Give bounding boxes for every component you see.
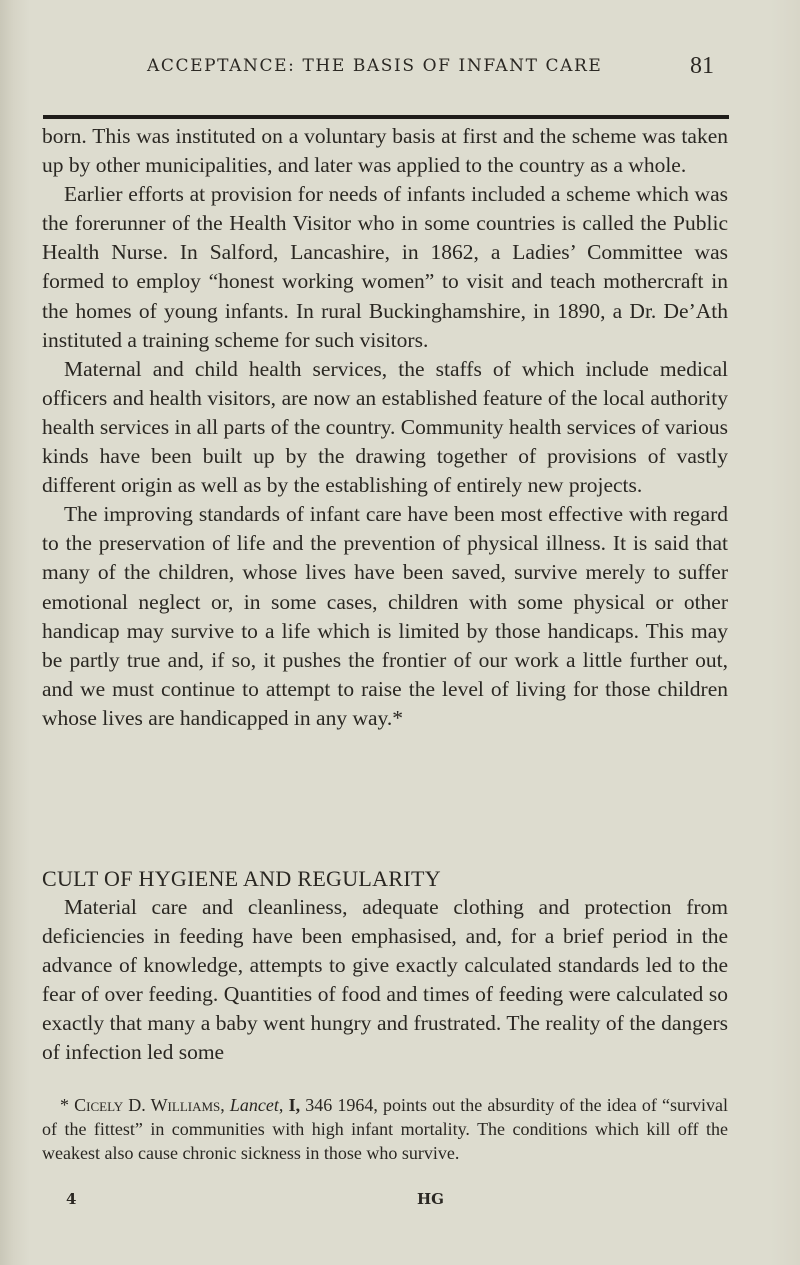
section-text <box>42 893 728 1067</box>
paragraph: Earlier efforts at provision for needs of infants included a scheme which was the forerunner of the Health Visitor who in some countries is called the Public Health Nurse. In Salford, Lancashire, in 1862, a Ladies’ Committee was formed to employ “honest working women” to visit and teach mothercraft in the homes of young infants. In rural Buckinghamshire, in 1890, a Dr. De’Ath instituted a training scheme for such visitors. <box>42 182 728 352</box>
paragraph: Material care and cleanliness, adequate clothing and protection from deficiencies in feeding have been emphasised, and, for a brief period in the advance of knowledge, attempts to give exactly calculated standards led to the fear of over feeding. Quantities of food and times of feeding were calculated so exactly that many a baby went hungry and frustrated. The reality of the dangers of infection led some <box>42 895 728 1064</box>
section-heading: CULT OF HYGIENE AND REGULARITY <box>42 866 441 891</box>
signature-mark: 4 <box>66 1190 77 1208</box>
footnote-text: 346 1964, points out the absurdity of the idea of “survival of the fittest” in communities with high infant mortality. The conditions which kill off the weakest also cause chronic sickness in those who survive. <box>42 1095 729 1163</box>
paragraph: born. This was instituted on a voluntary basis at first and the scheme was taken up by other municipalities, and later was applied to the country as a whole. <box>42 124 728 178</box>
footnote-marker: * <box>60 1095 69 1115</box>
footnote <box>42 1093 728 1165</box>
body-text <box>42 122 728 733</box>
footnote-volume: I, <box>288 1095 301 1115</box>
footnote-journal: Lancet <box>229 1095 279 1115</box>
printer-mark: HG <box>417 1190 444 1208</box>
running-title: ACCEPTANCE: THE BASIS OF INFANT CARE <box>147 56 603 76</box>
page-number: 81 <box>690 53 714 79</box>
header-rule <box>43 115 729 119</box>
footnote-paragraph: * Cicely D. Williams, Lancet, I, 346 1964, points out the absurdity of the idea of “survival of the fittest” in communities with high infant mortality. The conditions which kill off the weakest also cause chronic sickness in those who survive. <box>42 1095 729 1163</box>
footnote-author: Cicely D. Williams <box>74 1095 221 1115</box>
paragraph: The improving standards of infant care have been most effective with regard to the preservation of life and the prevention of physical illness. It is said that many of the children, whose lives have been saved, survive merely to suffer emotional neglect or, in some cases, children with some physical or other handicap may survive to a life which is limited by those handicaps. This may be partly true and, if so, it pushes the frontier of our work a little further out, and we must continue to attempt to raise the level of living for those children whose lives are handicapped in any way.* <box>42 502 728 730</box>
running-head <box>42 53 728 86</box>
paragraph: Maternal and child health services, the staffs of which include medical officers and health visitors, are now an established feature of the local authority health services in all parts of the country. Community health services of various kinds have been built up by the drawing together of provisions of vastly different origin as well as by the establishing of entirely new projects. <box>42 356 728 498</box>
